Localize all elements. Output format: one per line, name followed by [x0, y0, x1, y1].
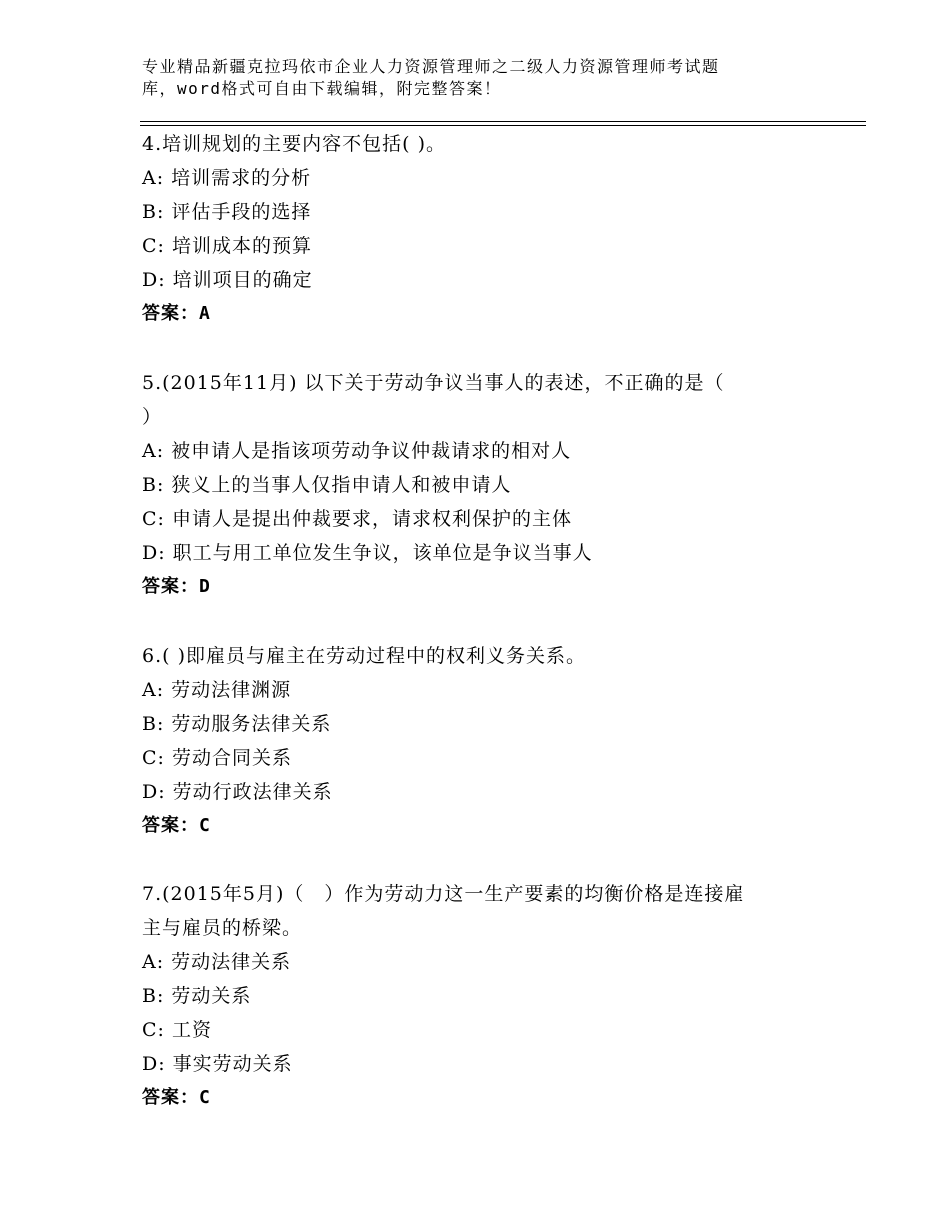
- question-7: [142, 877, 822, 1115]
- header-divider: [140, 121, 866, 122]
- option-b: B: 劳动关系: [142, 985, 252, 1007]
- question-stem-cont: 主与雇员的桥梁。: [142, 917, 303, 939]
- option-c: C: 劳动合同关系: [142, 747, 292, 769]
- option-b: B: 劳动服务法律关系: [142, 713, 332, 735]
- header-divider-2: [140, 125, 866, 126]
- option-a: A: 培训需求的分析: [142, 167, 312, 189]
- option-a: A: 被申请人是指该项劳动争议仲裁请求的相对人: [142, 440, 572, 462]
- answer: 答案：C: [142, 1087, 211, 1108]
- question-5: [142, 366, 822, 604]
- option-d: D: 事实劳动关系: [142, 1053, 293, 1075]
- question-stem: 7.(2015年5月)（ ）作为劳动力这一生产要素的均衡价格是连接雇: [142, 883, 745, 905]
- document-header: [142, 56, 842, 100]
- question-stem-cont: ）: [142, 406, 163, 428]
- question-6: [142, 639, 822, 843]
- option-d: D: 劳动行政法律关系: [142, 781, 333, 803]
- answer: 答案：D: [142, 576, 211, 597]
- header-line-2: 库，word格式可自由下载编辑，附完整答案！: [142, 79, 502, 98]
- question-4: [142, 127, 822, 331]
- option-d: D: 职工与用工单位发生争议，该单位是争议当事人: [142, 542, 593, 564]
- header-line-1: 专业精品新疆克拉玛依市企业人力资源管理师之二级人力资源管理师考试题: [142, 57, 720, 76]
- question-stem: 6.( )即雇员与雇主在劳动过程中的权利义务关系。: [142, 645, 586, 667]
- option-a: A: 劳动法律渊源: [142, 679, 292, 701]
- option-b: B: 评估手段的选择: [142, 201, 312, 223]
- answer: 答案：A: [142, 303, 211, 324]
- option-b: B: 狭义上的当事人仅指申请人和被申请人: [142, 474, 512, 496]
- option-c: C: 申请人是提出仲裁要求，请求权利保护的主体: [142, 508, 572, 530]
- answer: 答案：C: [142, 815, 211, 836]
- option-d: D: 培训项目的确定: [142, 269, 313, 291]
- question-stem: 4.培训规划的主要内容不包括( )。: [142, 133, 446, 155]
- option-c: C: 工资: [142, 1019, 212, 1041]
- question-stem: 5.(2015年11月) 以下关于劳动争议当事人的表述，不正确的是（: [142, 372, 725, 394]
- option-a: A: 劳动法律关系: [142, 951, 292, 973]
- option-c: C: 培训成本的预算: [142, 235, 312, 257]
